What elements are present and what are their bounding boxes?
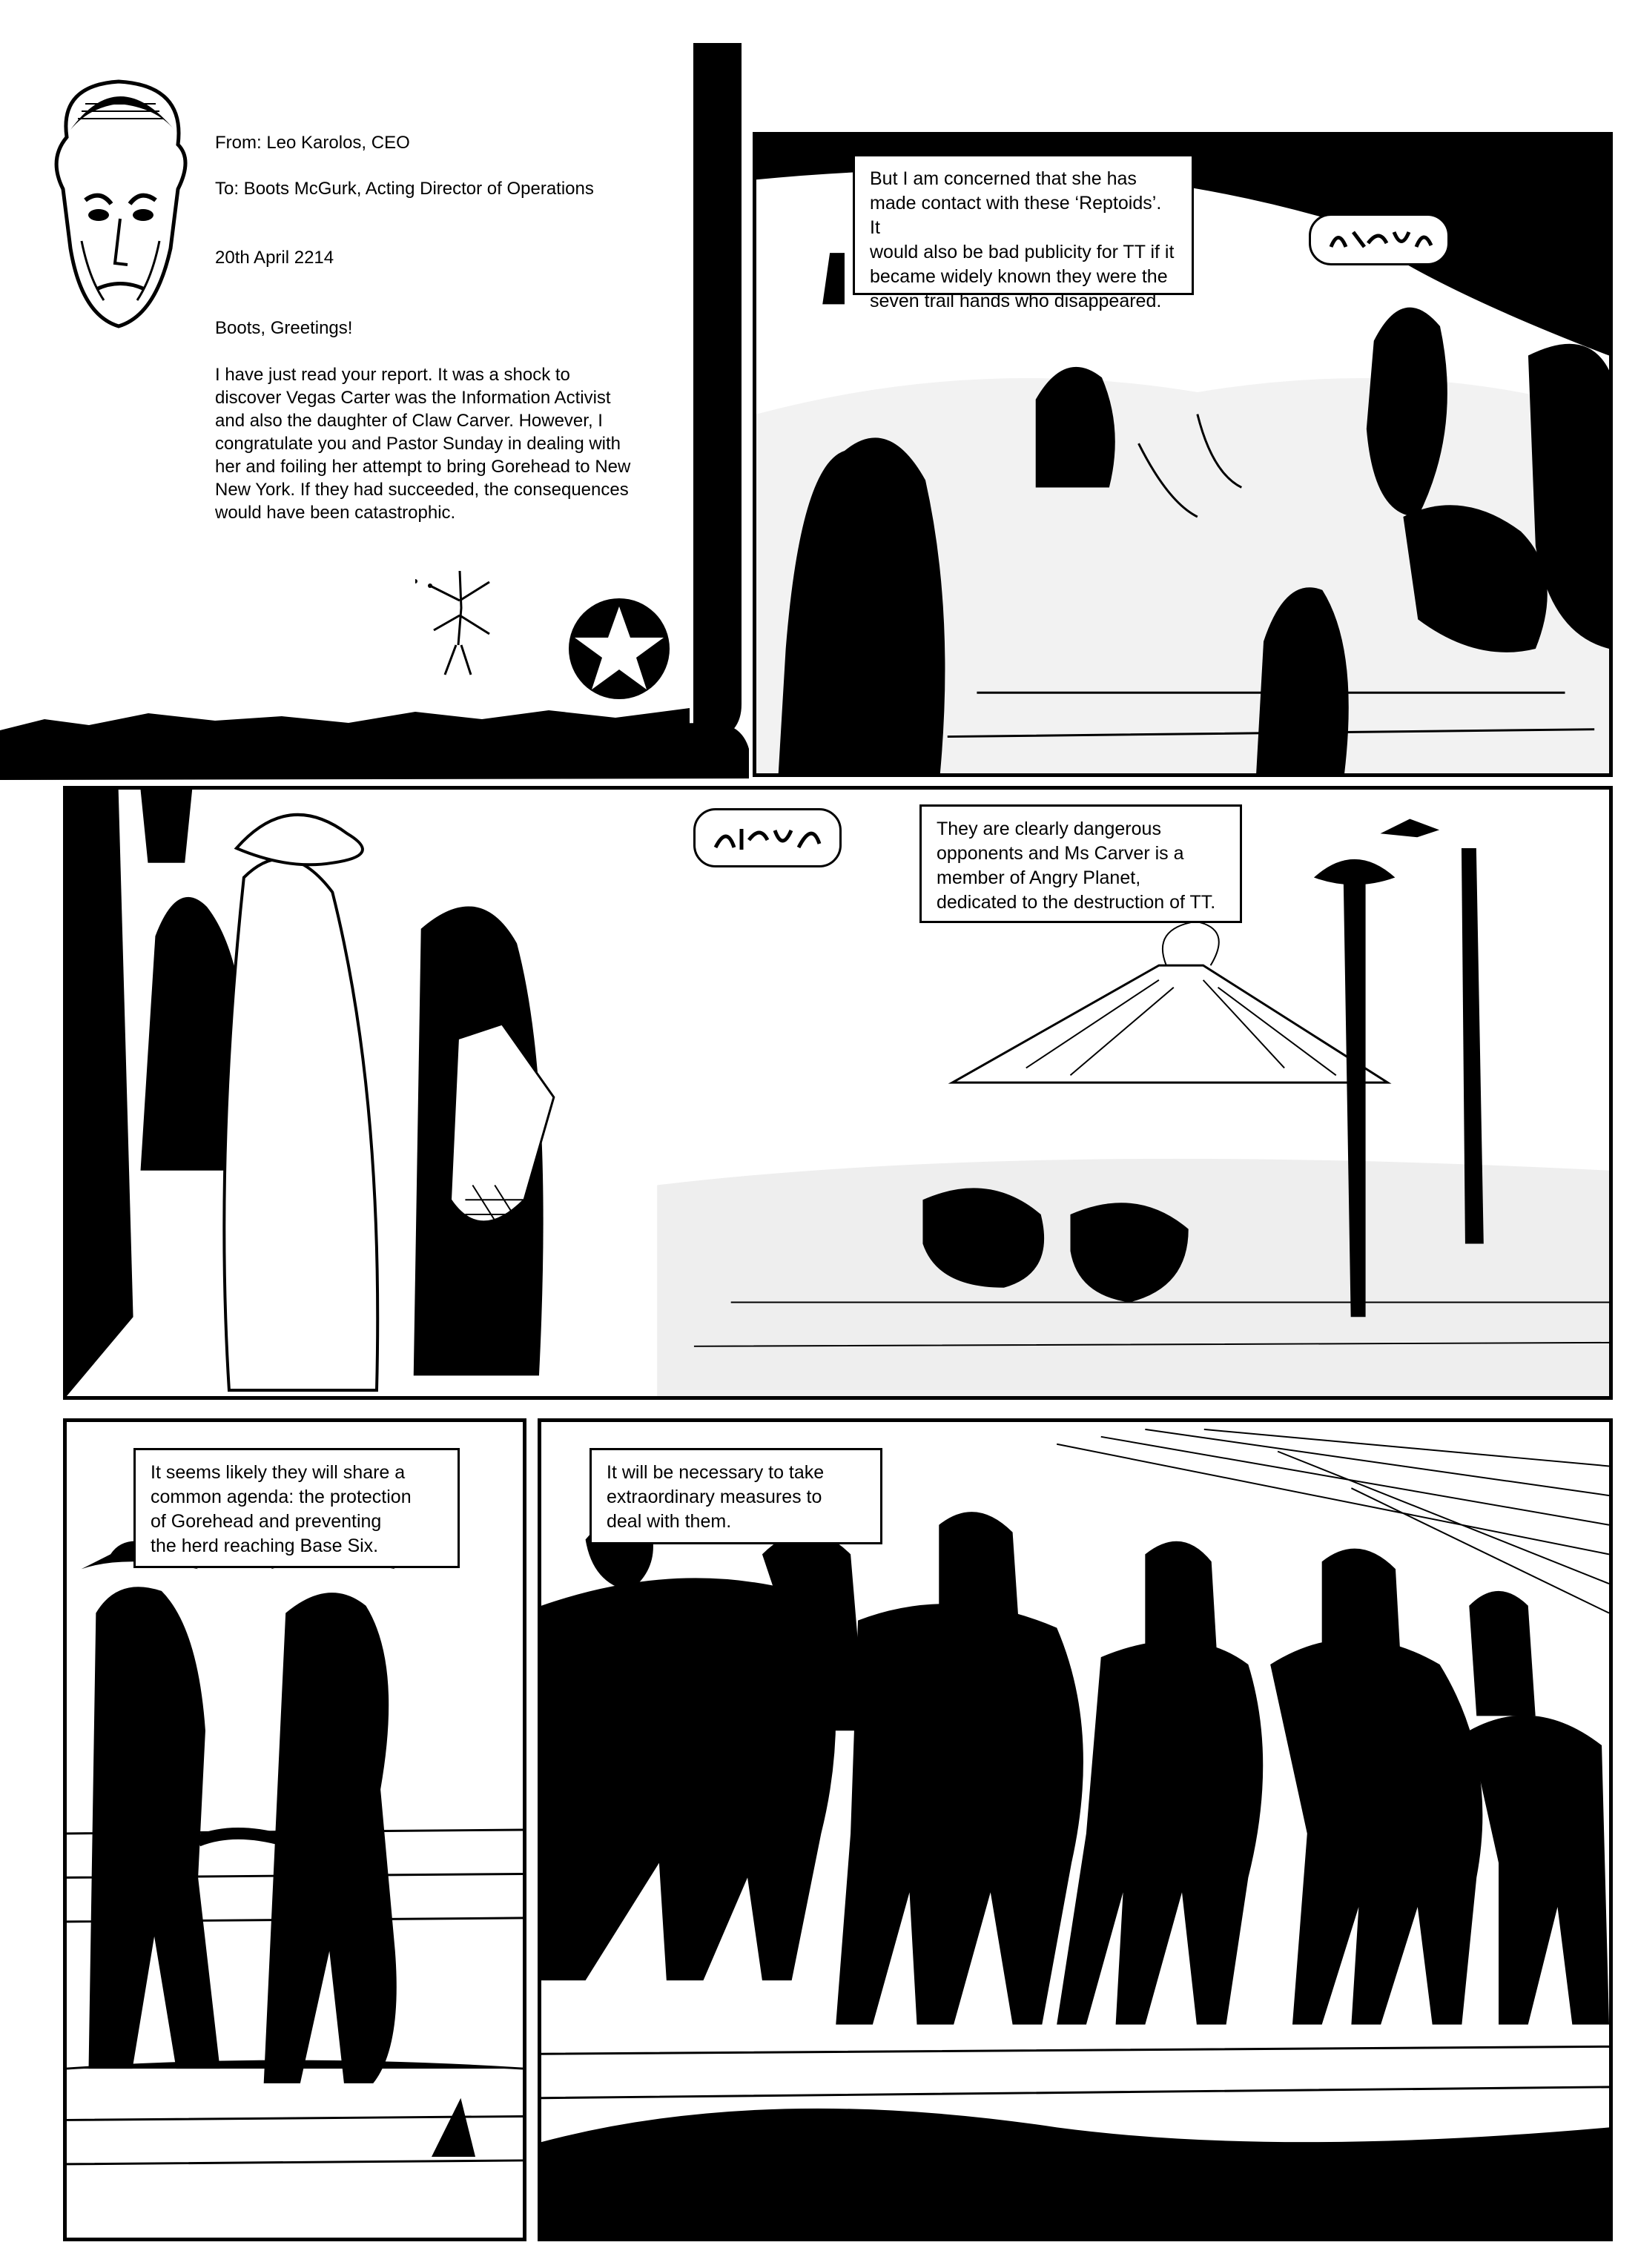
alien-glyphs xyxy=(1324,225,1435,254)
memo-body: I have just read your report. It was a shock to discover Vegas Carter was the Information Activist and also the daughter of Claw Carver. However, I congratulate you and Pastor Sunday in dealing with her and foiling her attempt to bring Gorehead to New New York. If they had succeeded, the consequences would have been catastrophic. xyxy=(215,365,631,523)
panel-volcano-art xyxy=(67,790,1609,1396)
insect-doodle xyxy=(415,563,504,682)
alien-speech-bubble-2 xyxy=(693,808,842,867)
alien-glyphs-2 xyxy=(708,821,827,855)
caption-3: It seems likely they will share a common agenda: the protection of Gorehead and preventing the herd reaching Base Six. xyxy=(133,1448,460,1568)
star-emblem xyxy=(564,593,675,704)
caption-1: But I am concerned that she has made contact with these ‘Reptoids’. It would also be bad publicity for TT if it became widely known they were the seven trail hands who disappeared. xyxy=(853,154,1194,295)
memo-greeting: Boots, Greetings! xyxy=(215,318,353,338)
memo-from: From: Leo Karolos, CEO xyxy=(215,133,410,153)
panel-handshake xyxy=(63,1418,526,2241)
panel-riders-art xyxy=(541,1422,1609,2238)
memo-to: To: Boots McGurk, Acting Director of Operations xyxy=(215,179,594,199)
memo-date: 20th April 2214 xyxy=(215,248,334,268)
caption-2: They are clearly dangerous opponents and Ms Carver is a member of Angry Planet, dedicated to the destruction of TT. xyxy=(919,804,1242,923)
ceo-portrait xyxy=(37,78,204,334)
panel-volcano xyxy=(63,786,1613,1400)
alien-speech-bubble-1 xyxy=(1309,214,1450,265)
panel-riders xyxy=(538,1418,1613,2241)
caption-4: It will be necessary to take extraordinary measures to deal with them. xyxy=(590,1448,882,1544)
panel-campfire xyxy=(753,132,1613,777)
